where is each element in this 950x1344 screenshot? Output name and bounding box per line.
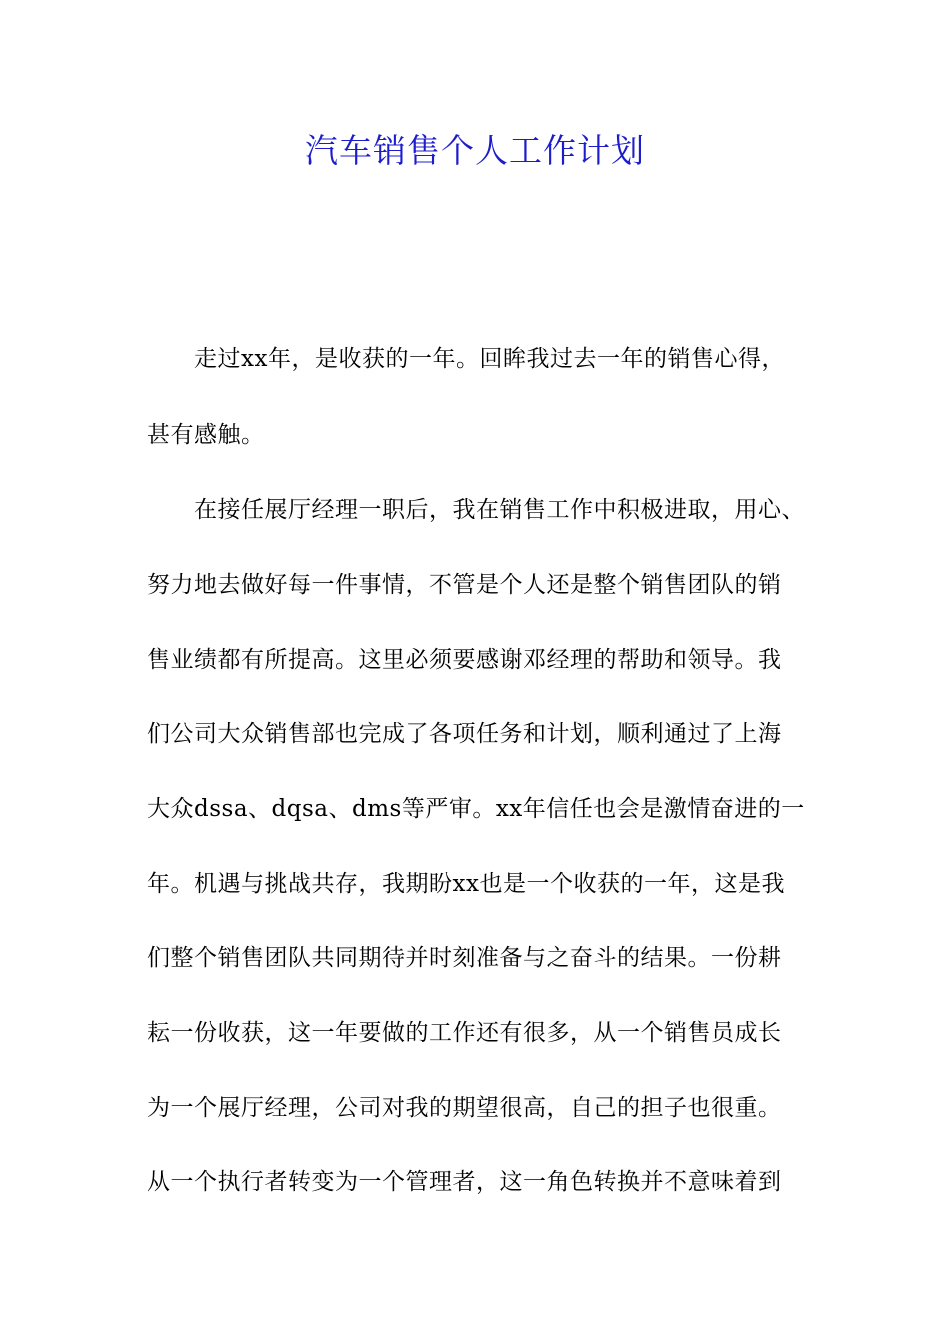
paragraph-line: 从一个执行者转变为一个管理者，这一角色转换并不意味着到	[147, 1169, 782, 1195]
paragraph-line: 甚有感触。	[147, 422, 265, 448]
paragraph-line: 大众dssa、dqsa、dms等严审。xx年信任也会是激情奋进的一	[147, 796, 805, 822]
paragraph-line: 努力地去做好每一件事情，不管是个人还是整个销售团队的销	[147, 572, 782, 598]
paragraph-line: 为一个展厅经理，公司对我的期望很高，自己的担子也很重。	[147, 1095, 782, 1121]
document-title: 汽车销售个人工作计划	[305, 131, 645, 170]
paragraph-line: 在接任展厅经理一职后，我在销售工作中积极进取，用心、	[194, 497, 805, 523]
paragraph-line: 们整个销售团队共同期待并时刻准备与之奋斗的结果。一份耕	[147, 945, 782, 971]
paragraph-line: 售业绩都有所提高。这里必须要感谢邓经理的帮助和领导。我	[147, 647, 782, 673]
paragraph-line: 年。机遇与挑战共存，我期盼xx也是一个收获的一年，这是我	[147, 871, 785, 897]
paragraph-line: 耘一份收获，这一年要做的工作还有很多，从一个销售员成长	[147, 1020, 782, 1046]
paragraph-line: 们公司大众销售部也完成了各项任务和计划，顺利通过了上海	[147, 721, 782, 747]
paragraph-line: 走过xx年，是收获的一年。回眸我过去一年的销售心得，	[194, 346, 785, 372]
